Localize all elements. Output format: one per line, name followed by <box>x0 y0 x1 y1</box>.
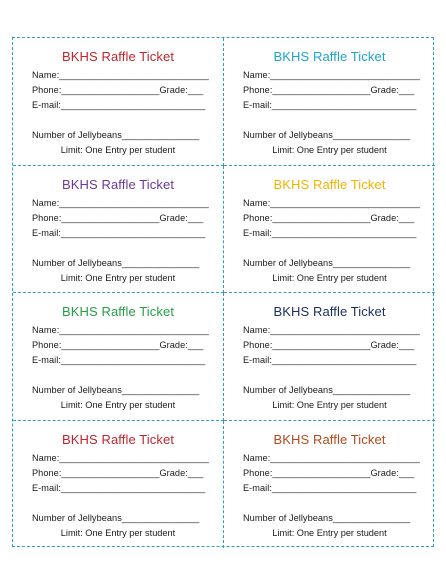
raffle-ticket <box>13 166 224 294</box>
ticket-title: BKHS Raffle Ticket <box>61 304 175 319</box>
name-line: Name:_____________________________ <box>243 452 420 463</box>
name-line: Name:_____________________________ <box>243 70 420 80</box>
raffle-ticket <box>224 421 435 549</box>
raffle-ticket <box>13 293 224 421</box>
raffle-ticket <box>224 293 435 421</box>
name-line: Name:_____________________________ <box>243 325 420 335</box>
name-line: Name:_____________________________ <box>243 197 420 208</box>
ticket-title: BKHS Raffle Ticket <box>273 431 386 447</box>
jellybeans-line: Number of Jellybeans_______________ <box>243 257 411 268</box>
phone-grade-line: Phone:___________________Grade:___ <box>243 340 415 350</box>
phone-grade-line: Phone:___________________Grade:___ <box>32 212 204 223</box>
entry-limit-text: Limit: One Entry per student <box>272 145 387 155</box>
email-line: E-mail:____________________________ <box>243 355 417 365</box>
name-line: Name:_____________________________ <box>32 325 209 335</box>
name-line: Name:_____________________________ <box>32 197 209 208</box>
email-line: E-mail:____________________________ <box>32 100 206 110</box>
phone-grade-line: Phone:___________________Grade:___ <box>243 85 415 95</box>
jellybeans-line: Number of Jellybeans_______________ <box>32 130 200 140</box>
raffle-ticket <box>13 421 224 549</box>
email-line: E-mail:____________________________ <box>32 482 206 493</box>
jellybeans-line: Number of Jellybeans_______________ <box>32 512 200 523</box>
phone-grade-line: Phone:___________________Grade:___ <box>32 340 204 350</box>
name-line: Name:_____________________________ <box>32 70 209 80</box>
email-line: E-mail:____________________________ <box>32 355 206 365</box>
email-line: E-mail:____________________________ <box>32 227 206 238</box>
raffle-ticket-sheet <box>12 37 434 547</box>
jellybeans-line: Number of Jellybeans_______________ <box>243 130 411 140</box>
entry-limit-text: Limit: One Entry per student <box>60 145 176 155</box>
raffle-ticket <box>13 38 224 166</box>
email-line: E-mail:____________________________ <box>243 100 417 110</box>
jellybeans-line: Number of Jellybeans_______________ <box>32 385 200 395</box>
ticket-title: BKHS Raffle Ticket <box>61 49 175 64</box>
raffle-ticket <box>224 166 435 294</box>
entry-limit-text: Limit: One Entry per student <box>272 527 387 538</box>
raffle-ticket <box>224 38 435 166</box>
phone-grade-line: Phone:___________________Grade:___ <box>243 467 415 478</box>
ticket-title: BKHS Raffle Ticket <box>273 49 386 64</box>
jellybeans-line: Number of Jellybeans_______________ <box>32 257 200 268</box>
ticket-title: BKHS Raffle Ticket <box>61 431 175 447</box>
jellybeans-line: Number of Jellybeans_______________ <box>243 512 411 523</box>
email-line: E-mail:____________________________ <box>243 482 417 493</box>
entry-limit-text: Limit: One Entry per student <box>60 527 176 538</box>
entry-limit-text: Limit: One Entry per student <box>60 400 176 410</box>
phone-grade-line: Phone:___________________Grade:___ <box>32 467 204 478</box>
entry-limit-text: Limit: One Entry per student <box>272 400 387 410</box>
phone-grade-line: Phone:___________________Grade:___ <box>32 85 204 95</box>
jellybeans-line: Number of Jellybeans_______________ <box>243 385 411 395</box>
entry-limit-text: Limit: One Entry per student <box>272 272 387 283</box>
phone-grade-line: Phone:___________________Grade:___ <box>243 212 415 223</box>
name-line: Name:_____________________________ <box>32 452 209 463</box>
entry-limit-text: Limit: One Entry per student <box>60 272 176 283</box>
ticket-title: BKHS Raffle Ticket <box>273 304 386 319</box>
email-line: E-mail:____________________________ <box>243 227 417 238</box>
ticket-title: BKHS Raffle Ticket <box>61 176 175 192</box>
ticket-title: BKHS Raffle Ticket <box>273 176 386 192</box>
